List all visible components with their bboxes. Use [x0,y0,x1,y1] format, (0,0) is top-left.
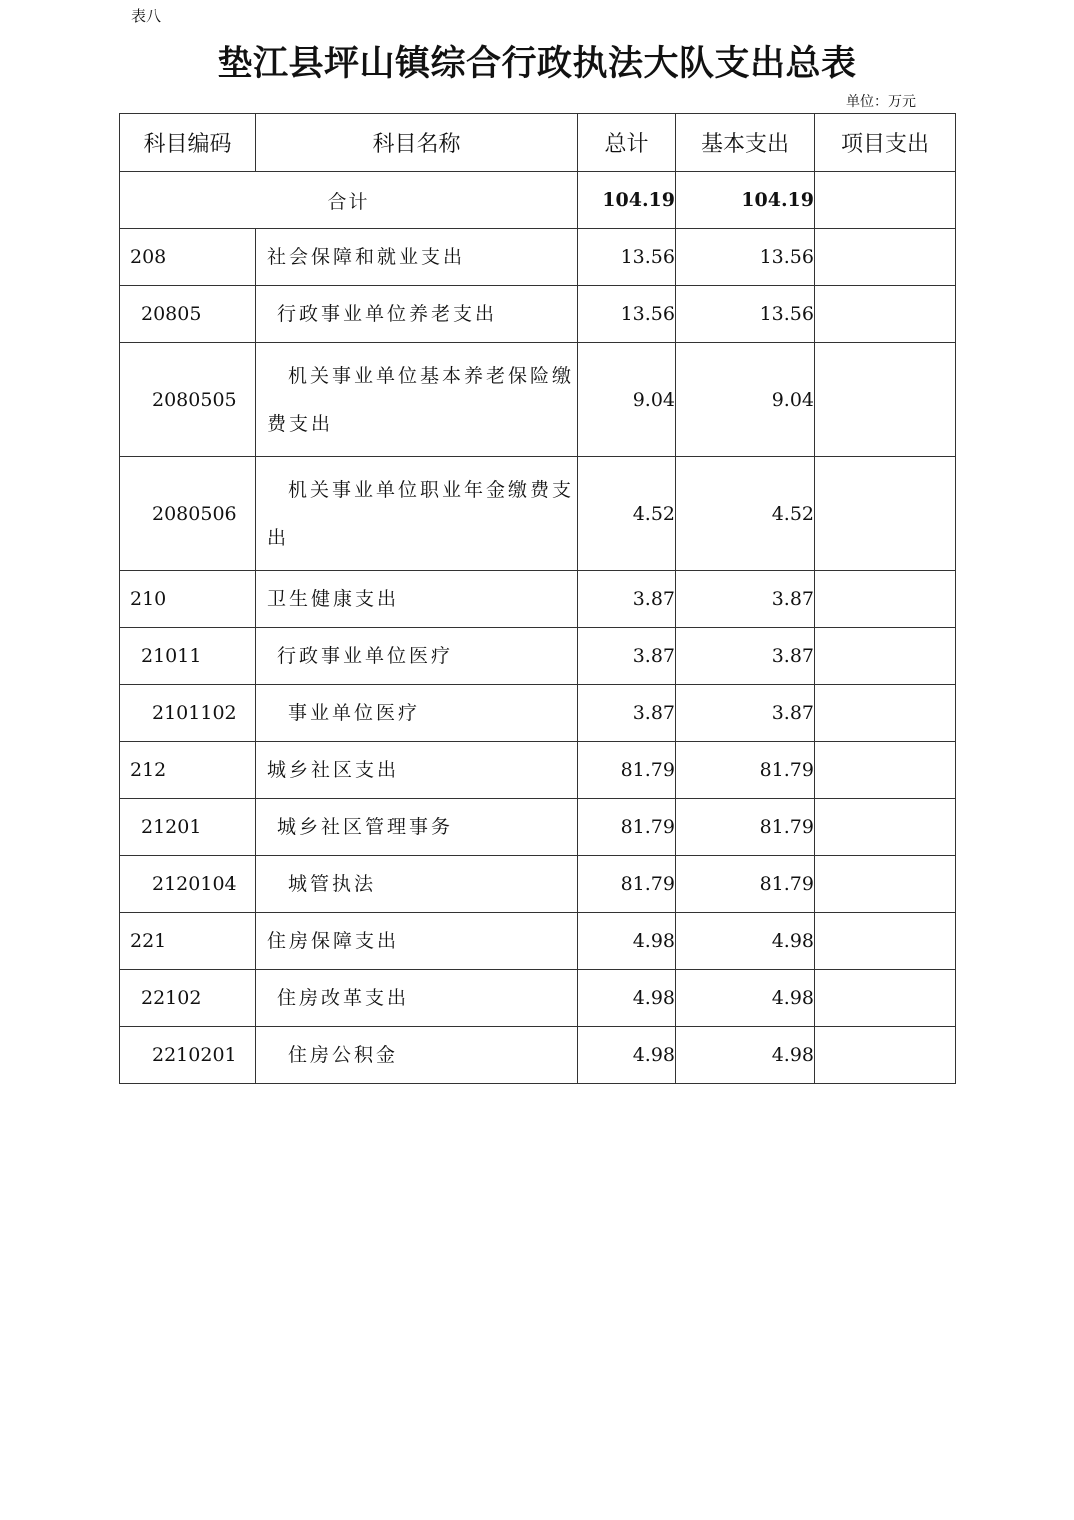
row-basic: 4.98 [676,970,815,1027]
row-total: 81.79 [578,742,676,799]
total-row [120,172,956,229]
row-code: 2080506 [120,457,256,571]
total-project [815,172,956,229]
row-total: 4.98 [578,970,676,1027]
row-total: 3.87 [578,571,676,628]
row-name: 行政事业单位医疗 [256,628,578,685]
row-name: 社会保障和就业支出 [256,229,578,286]
table-row [120,913,956,970]
total-sum: 104.19 [578,172,676,229]
total-label: 合计 [120,172,578,229]
row-name: 城管执法 [256,856,578,913]
row-code: 22102 [120,970,256,1027]
row-project [815,286,956,343]
row-name: 行政事业单位养老支出 [256,286,578,343]
table-row [120,742,956,799]
row-total: 3.87 [578,628,676,685]
table-row [120,856,956,913]
row-project [815,229,956,286]
row-basic: 3.87 [676,571,815,628]
row-basic: 13.56 [676,229,815,286]
row-name: 机关事业单位职业年金缴费支出 [256,457,578,571]
row-code: 208 [120,229,256,286]
table-row [120,1027,956,1084]
row-name: 机关事业单位基本养老保险缴费支出 [256,343,578,457]
row-basic: 81.79 [676,742,815,799]
table-number: 表八 [131,7,162,25]
row-basic: 4.98 [676,1027,815,1084]
row-project [815,628,956,685]
table-row [120,457,956,571]
row-total: 4.52 [578,457,676,571]
row-code: 2210201 [120,1027,256,1084]
row-project [815,571,956,628]
row-project [815,856,956,913]
header-basic: 基本支出 [676,114,815,172]
table-row [120,343,956,457]
row-code: 2120104 [120,856,256,913]
row-basic: 9.04 [676,343,815,457]
row-code: 21201 [120,799,256,856]
row-total: 4.98 [578,913,676,970]
row-project [815,799,956,856]
row-total: 13.56 [578,229,676,286]
header-row [120,114,956,172]
row-project [815,1027,956,1084]
header-name: 科目名称 [256,114,578,172]
row-total: 81.79 [578,856,676,913]
row-basic: 3.87 [676,685,815,742]
row-project [815,970,956,1027]
unit-label: 单位：万元 [846,94,916,110]
row-total: 81.79 [578,799,676,856]
row-project [815,685,956,742]
table-row [120,970,956,1027]
row-code: 2101102 [120,685,256,742]
row-basic: 3.87 [676,628,815,685]
row-total: 9.04 [578,343,676,457]
row-total: 3.87 [578,685,676,742]
row-name: 住房改革支出 [256,970,578,1027]
row-basic: 81.79 [676,856,815,913]
row-total: 4.98 [578,1027,676,1084]
row-project [815,343,956,457]
row-basic: 13.56 [676,286,815,343]
row-project [815,742,956,799]
row-name: 事业单位医疗 [256,685,578,742]
table-row [120,628,956,685]
row-basic: 4.52 [676,457,815,571]
row-code: 20805 [120,286,256,343]
row-total: 13.56 [578,286,676,343]
table-row [120,229,956,286]
row-code: 221 [120,913,256,970]
row-name: 住房保障支出 [256,913,578,970]
table-row [120,799,956,856]
table-row [120,286,956,343]
row-code: 212 [120,742,256,799]
table-row [120,685,956,742]
header-code: 科目编码 [120,114,256,172]
row-name: 城乡社区管理事务 [256,799,578,856]
table-row [120,571,956,628]
expenditure-table [119,113,956,1084]
row-basic: 81.79 [676,799,815,856]
row-project [815,457,956,571]
row-project [815,913,956,970]
header-project: 项目支出 [815,114,956,172]
row-name: 住房公积金 [256,1027,578,1084]
row-code: 2080505 [120,343,256,457]
page-title: 垫江县坪山镇综合行政执法大队支出总表 [217,43,857,84]
row-code: 210 [120,571,256,628]
row-basic: 4.98 [676,913,815,970]
row-code: 21011 [120,628,256,685]
row-name: 卫生健康支出 [256,571,578,628]
total-basic: 104.19 [676,172,815,229]
header-total: 总计 [578,114,676,172]
row-name: 城乡社区支出 [256,742,578,799]
